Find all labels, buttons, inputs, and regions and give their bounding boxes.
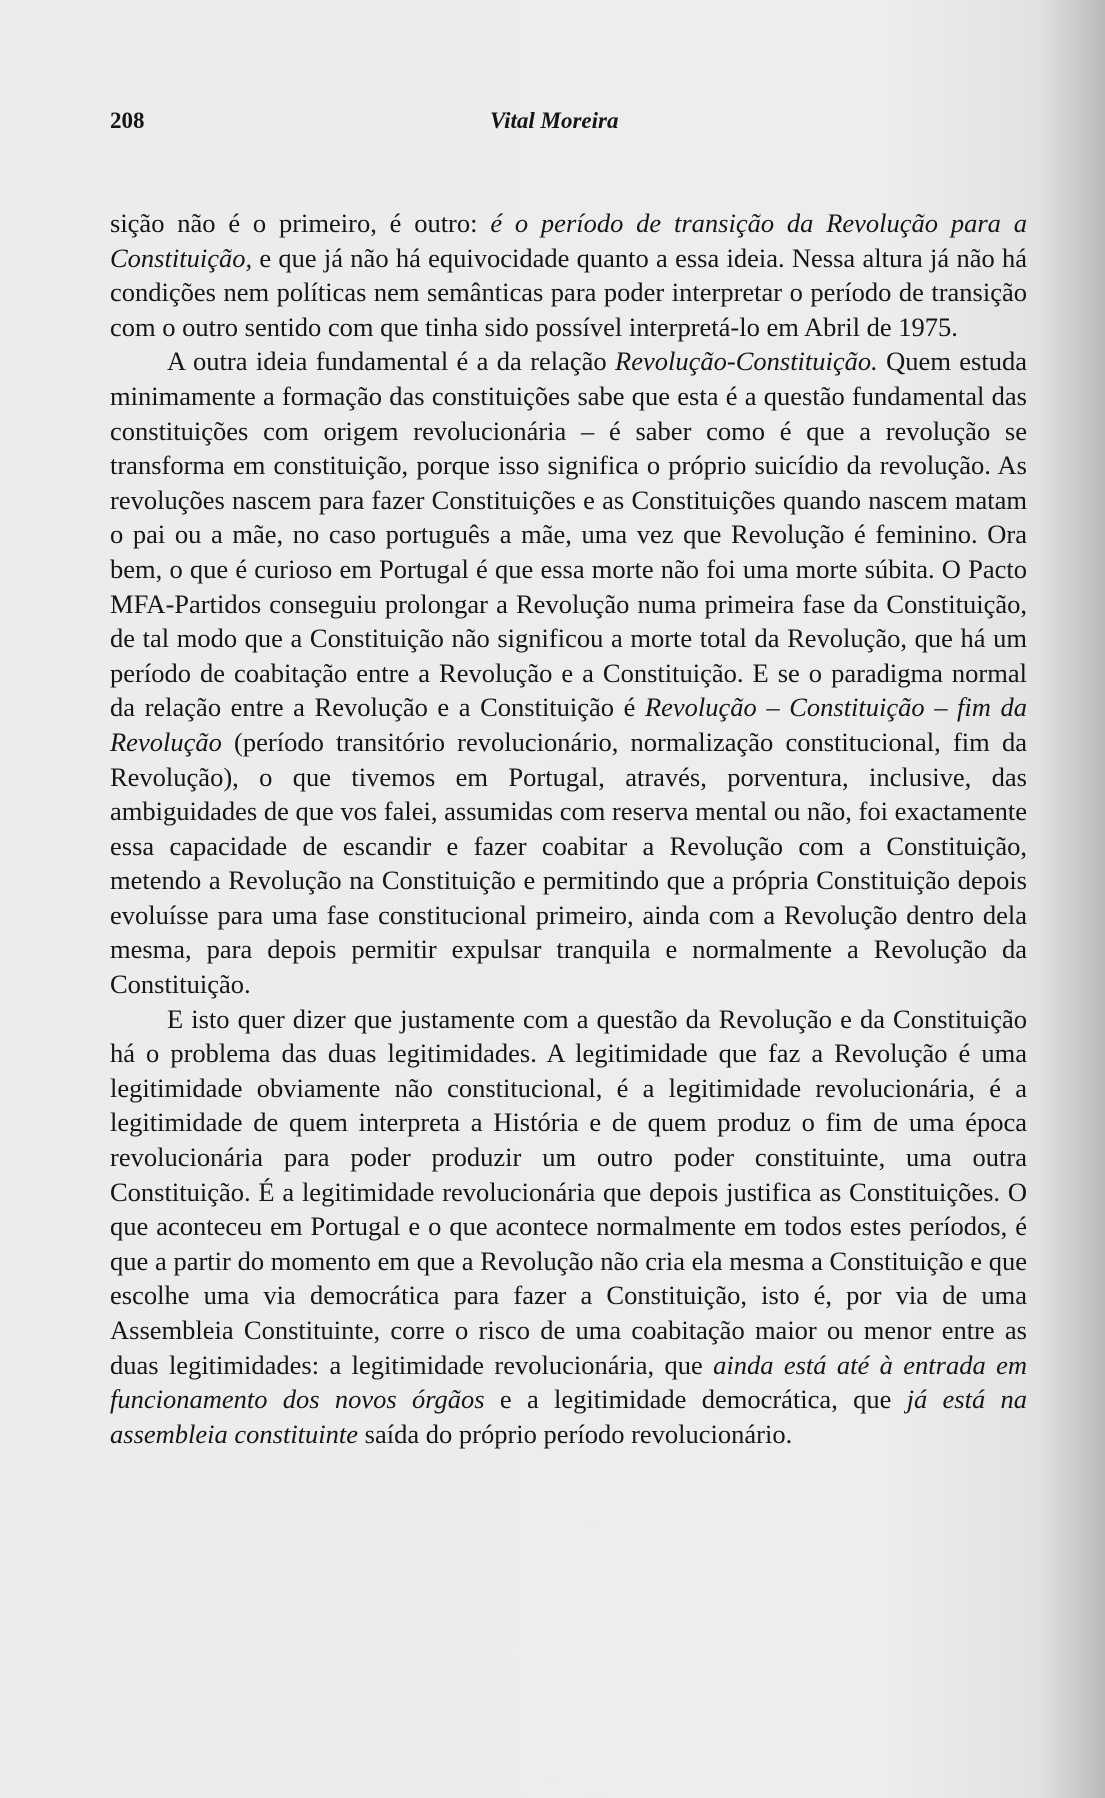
paragraph — [110, 344, 1027, 1001]
italic-text-segment: é o período de transição da Revolução para a Constituição, — [110, 208, 1027, 273]
text-segment: saída do próprio período revolucionário. — [358, 1418, 793, 1449]
italic-text-segment: já está na assembleia constituinte — [110, 1384, 1027, 1449]
paragraph — [110, 206, 1027, 344]
text-segment: (período transitório revolucionário, normalização constitucional, fim da Revolução), o que tivemos em Portugal, através, porventura, inclusive, das ambiguidades de que vos falei, assumidas com reserva mental ou não, foi exactamente essa capacidade de escandir e fazer coabitar a Revolução com a Constituição, metendo a Revolução na Constituição e permitindo que a própria Constituição depois evoluísse para uma fase constitucional primeiro, ainda com a Revolução dentro dela mesma, para depois permitir expulsar tranquila e normalmente a Revolução da Constituição. — [110, 726, 1027, 1000]
body-text — [110, 206, 1027, 1451]
paragraph — [110, 1002, 1027, 1452]
text-segment: e que já não há equivocidade quanto a essa ideia. Nessa altura já não há condições nem políticas nem semânticas para poder interpretar o período de transição com o outro sentido com que tinha sido possível interpretá-lo em Abril de 1975. — [110, 242, 1027, 342]
italic-text-segment: Revolução-Constituição. — [615, 346, 878, 377]
text-segment: E isto quer dizer que justamente com a questão da Revolução e da Constituição há o problema das duas legitimidades. A legitimidade que faz a Revolução é uma legitimidade obviamente não constitucional, é a legitimidade revolucionária, é a legitimidade de quem interpreta a História e de quem produz o fim de uma época revolucionária para poder produzir um outro poder constituinte, uma outra Constituição. É a legitimidade revolucionária que depois justifica as Constituições. O que aconteceu em Portugal e o que acontece normalmente em todos estes períodos, é que a partir do momento em que a Revolução não cria ela mesma a Constituição e que escolhe uma via democrática para fazer a Constituição, isto é, por via de uma Assembleia Constituinte, corre o risco de uma coabitação maior ou menor entre as duas legitimidades: a legitimidade revolucionária, que — [110, 1003, 1027, 1380]
running-head-author: Vital Moreira — [490, 108, 619, 133]
italic-text-segment: Revolução – Constituição – fim da Revolução — [110, 692, 1027, 757]
page-number: 208 — [110, 108, 145, 133]
text-segment: sição não é o primeiro, é outro: — [110, 208, 491, 238]
text-segment: e a legitimidade democrática, que — [484, 1384, 907, 1415]
text-segment: A outra ideia fundamental é a da relação — [167, 346, 616, 377]
italic-text-segment: ainda está até à entrada em funcionamento dos novos órgãos — [110, 1349, 1027, 1415]
page-header — [110, 108, 1030, 142]
text-segment: Quem estuda minimamente a formação das constituições sabe que esta é a questão fundamental das constituições com origem revolucionária – é saber como é que a revolução se transforma em constituição, porque isso significa o próprio suicídio da revolução. As revoluções nascem para fazer Constituições e as Constituições quando nascem matam o pai ou a mãe, no caso português a mãe, uma vez que Revolução é feminino. Ora bem, o que é curioso em Portugal é que essa morte não foi uma morte súbita. O Pacto MFA-Partidos conseguiu prolongar a Revolução numa primeira fase da Constituição, de tal modo que a Constituição não significou a morte total da Revolução, que há um período de coabitação entre a Revolução e a Constituição. E se o paradigma normal da relação entre a Revolução e a Constituição é — [110, 346, 1027, 723]
